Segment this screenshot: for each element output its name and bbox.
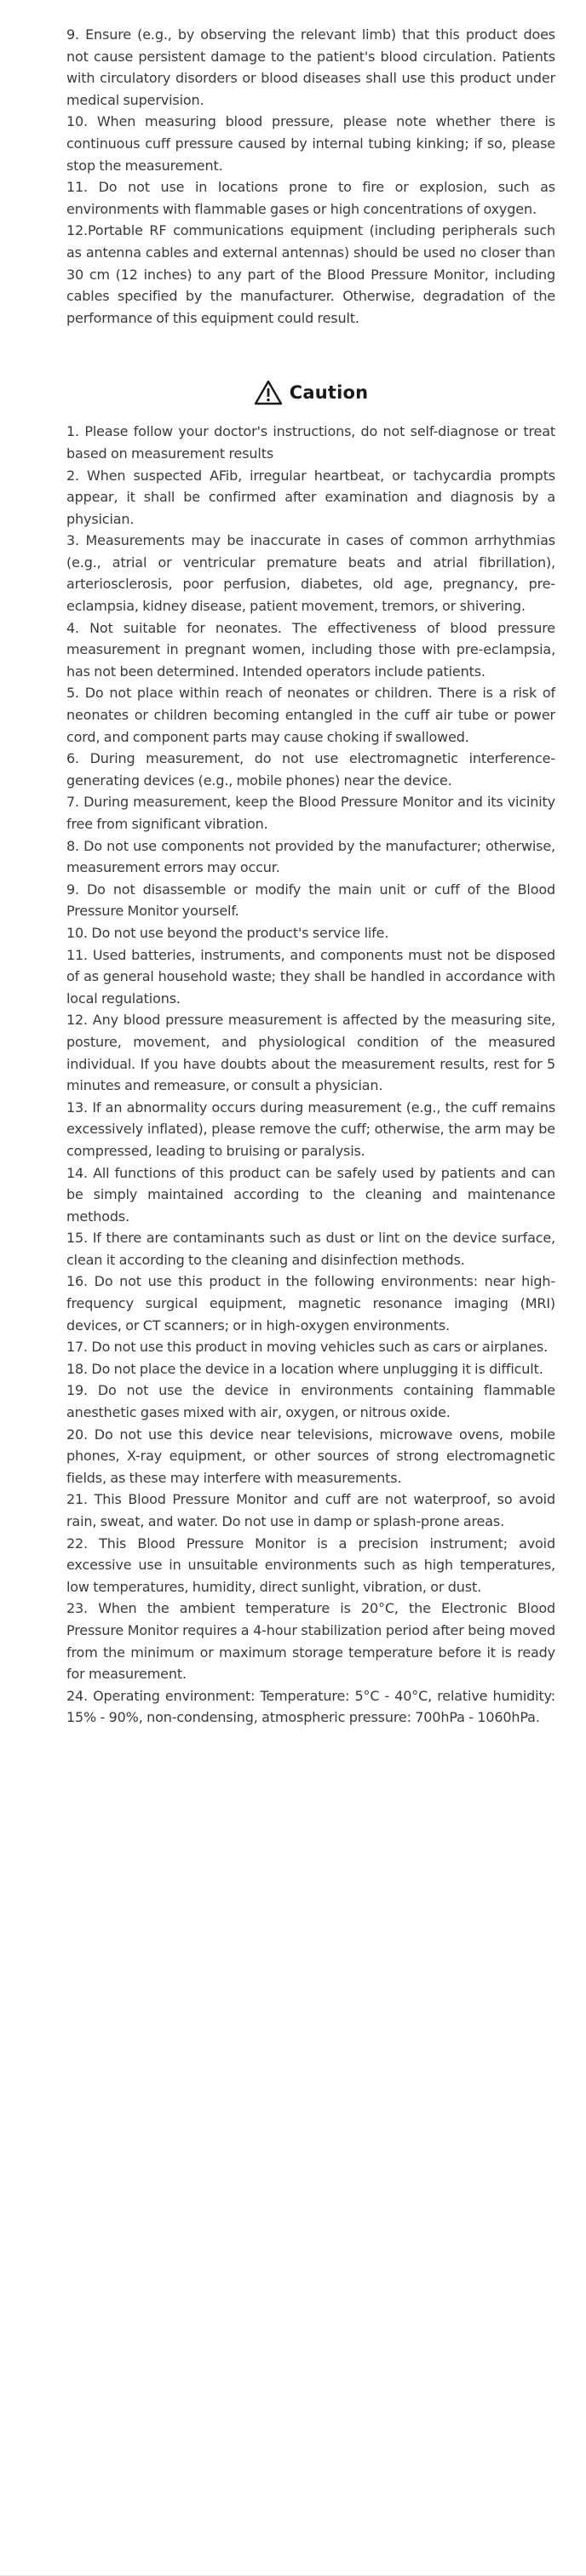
caution-heading (66, 380, 555, 405)
caution-item-12: 12. Any blood pressure measurement is affected by the measuring site, posture, movement, and physiological condition of the measured individual. If you have doubts about the measurement results, rest for 5 minutes and remeasure, or consult a physician. (66, 1012, 555, 1094)
warning-item-9: 9. Ensure (e.g., by observing the relevant limb) that this product does not cause persistent damage to the patient's blood circulation. Patients with circulatory disorders or blood diseases shall use this product under medical supervision. (66, 26, 555, 108)
warning-triangle-icon (254, 380, 283, 405)
warning-item-10: 10. When measuring blood pressure, please note whether there is continuous cuff pressure caused by internal tubing kinking; if so, please stop the measurement. (66, 113, 555, 174)
caution-item-7: 7. During measurement, keep the Blood Pressure Monitor and its vicinity free from significant vibration. (66, 794, 555, 832)
warning-item-12: 12.Portable RF communications equipment (including peripherals such as antenna cables and external antennas) should be used no closer than 30 cm (12 inches) to any part of the Blood Pressure Monitor, including cables specified by the manufacturer. Otherwise, degradation of the performance of this equipment could result. (66, 222, 555, 326)
caution-item-13: 13. If an abnormality occurs during measurement (e.g., the cuff remains excessively inflated), please remove the cuff; otherwise, the arm may be compressed, leading to bruising or paralysis. (66, 1099, 555, 1159)
caution-item-20: 20. Do not use this device near televisions, microwave ovens, mobile phones, X-ray equipment, or other sources of strong electromagnetic fields, as these may interfere with measurements. (66, 1426, 555, 1486)
caution-item-14: 14. All functions of this product can be safely used by patients and can be simply maintained according to the cleaning and maintenance methods. (66, 1164, 555, 1225)
warning-item-11: 11. Do not use in locations prone to fire or explosion, such as environments with flammable gases or high concentrations of oxygen. (66, 179, 555, 217)
caution-item-2: 2. When suspected AFib, irregular heartbeat, or tachycardia prompts appear, it shall be confirmed after examination and diagnosis by a physician. (66, 467, 555, 527)
caution-item-23: 23. When the ambient temperature is 20°C, the Electronic Blood Pressure Monitor requires a 4-hour stabilization period after being moved from the minimum or maximum storage temperature before it is ready for measurement. (66, 1600, 555, 1683)
caution-item-16: 16. Do not use this product in the following environments: near high-frequency surgical equipment, magnetic resonance imaging (MRI) devices, or CT scanners; or in high-oxygen environments. (66, 1273, 555, 1334)
caution-item-6: 6. During measurement, do not use electromagnetic interference-generating devices (e.g., mobile phones) near the device. (66, 750, 555, 789)
caution-item-17: 17. Do not use this product in moving vehicles such as cars or airplanes. (66, 1339, 549, 1356)
warning-list (66, 24, 555, 329)
caution-list (66, 421, 555, 1729)
caution-item-19: 19. Do not use the device in environments containing flammable anesthetic gases mixed with air, oxygen, or nitrous oxide. (66, 1382, 555, 1421)
caution-item-5: 5. Do not place within reach of neonates or children. There is a risk of neonates or children becoming entangled in the cuff air tube or power cord, and component parts may cause choking if swallowed. (66, 685, 555, 745)
caution-title: Caution (289, 382, 369, 404)
caution-item-8: 8. Do not use components not provided by the manufacturer; otherwise, measurement errors may occur. (66, 837, 555, 876)
caution-item-9: 9. Do not disassemble or modify the main unit or cuff of the Blood Pressure Monitor yourself. (66, 881, 555, 920)
caution-item-11: 11. Used batteries, instruments, and components must not be disposed of as general household waste; they shall be handled in accordance with local regulations. (66, 946, 555, 1007)
caution-item-1: 1. Please follow your doctor's instructions, do not self-diagnose or treat based on measurement results (66, 423, 555, 462)
caution-item-10: 10. Do not use beyond the product's service life. (66, 924, 389, 941)
caution-item-18: 18. Do not place the device in a location where unplugging it is difficult. (66, 1360, 543, 1377)
caution-item-24: 24. Operating environment: Temperature: 5°C - 40°C, relative humidity: 15% - 90%, non-condensing, atmospheric pressure: 700hPa - 1060hPa. (66, 1687, 555, 1726)
caution-item-21: 21. This Blood Pressure Monitor and cuff are not waterproof, so avoid rain, sweat, and water. Do not use in damp or splash-prone areas. (66, 1491, 555, 1529)
caution-item-22: 22. This Blood Pressure Monitor is a precision instrument; avoid excessive use in unsuitable environments such as high temperatures, low temperatures, humidity, direct sunlight, vibration, or dust. (66, 1535, 555, 1595)
caution-item-3: 3. Measurements may be inaccurate in cases of common arrhythmias (e.g., atrial or ventricular premature beats and atrial fibrillation), arteriosclerosis, poor perfusion, diabetes, old age, pregnancy, pre-eclampsia, kidney disease, patient movement, tremors, or shivering. (66, 532, 555, 615)
caution-item-15: 15. If there are contaminants such as dust or lint on the device surface, clean it according to the cleaning and disinfection methods. (66, 1230, 555, 1268)
caution-item-4: 4. Not suitable for neonates. The effectiveness of blood pressure measurement in pregnant women, including those with pre-eclampsia, has not been determined. Intended operators include patients. (66, 619, 555, 680)
